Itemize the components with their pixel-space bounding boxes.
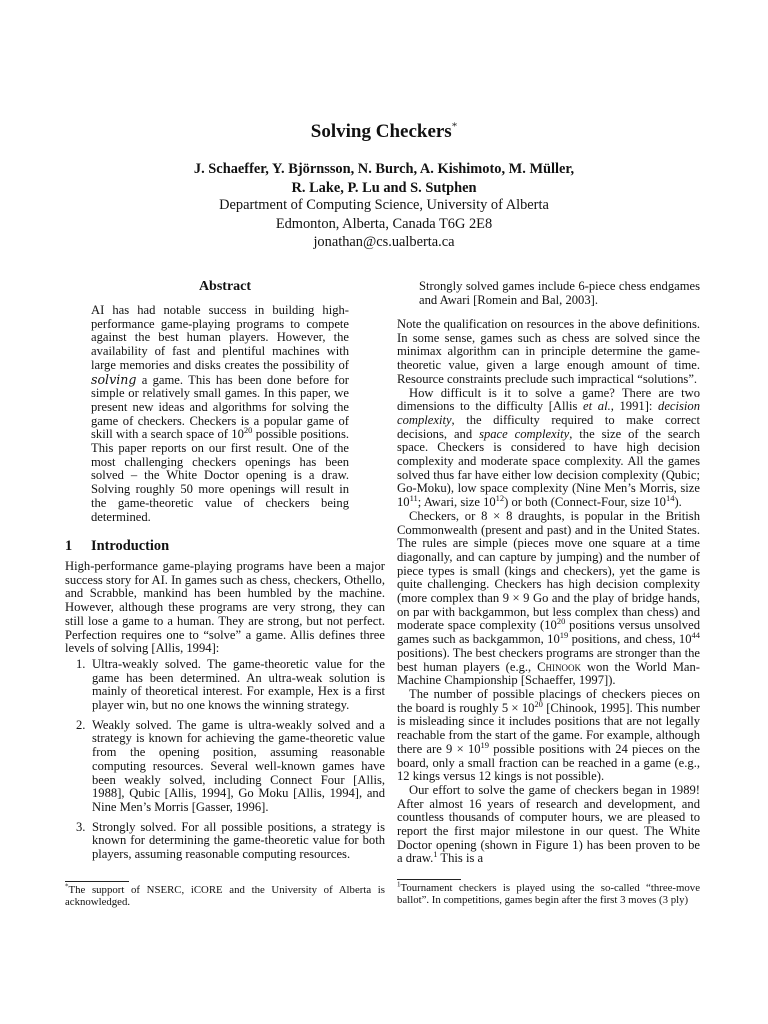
list-item: 3. Strongly solved. For all possible positions, a strategy is known for determining the game-theoretic value for both players, assuming reasonable computing resources. (76, 819, 385, 862)
footnote-rule-left (65, 881, 129, 882)
title-footnote-mark: * (451, 120, 458, 133)
email: jonathan@cs.ualberta.ca (313, 234, 455, 250)
footnote-right: $^1$Tournament checkers is played using the so-called “three-move ballot”. In competitions, games begin after the first 3 moves (3 ply) (397, 880, 700, 907)
paragraph-effort: Our effort to solve the game of checkers began in 1989! After almost 16 years of research and development, and countless thousands of computer hours, we are pleased to report the first major milestone in our quest. The White Doctor opening (shown in Figure 1) has been proven to be a draw.$^1$ This is a (397, 782, 700, 866)
abstract-heading: Abstract (198, 279, 252, 294)
affiliation: Department of Computing Science, University of Alberta (219, 197, 549, 213)
footnote-left: *The support of NSERC, iCORE and the University of Alberta is acknowledged. (65, 882, 385, 909)
paper-title (0, 121, 768, 143)
paragraph-resources: Note the qualification on resources in the above definitions. In some sense, games such as chess are solved since the minimax algorithm can in principle determine the game-theoretic value, given a large enough amount of time. Resource constraints preclude such impractical “solutions”. (397, 317, 700, 386)
section-heading-introduction: 1 Introduction (65, 538, 170, 554)
authors-line-1: J. Schaeffer, Y. Björnsson, N. Burch, A. Kishimoto, M. Müller, (193, 161, 575, 177)
authors-line-2: R. Lake, P. Lu and S. Sutphen (291, 180, 477, 196)
right-column (397, 318, 700, 866)
paragraph-placings: The number of possible placings of checkers pieces on the board is roughly $5 \times 10^{20}$ [Chinook, 1995]. This number is misleading since it includes positions that are not legally reachable from the start of the game. For example, although there are $9 \times 10^{19}$ possible positions with 24 pieces on the board, only a small fraction can be reached in a game (e.g., 12 kings versus 12 kings is not possible). (397, 686, 700, 784)
strongly-solved-continuation: Strongly solved games include 6-piece chess endgames and Awari [Romein and Bal, 2003]. (419, 279, 700, 307)
abstract-body: AI has had notable success in building high-performance game-playing programs to compete against the best human players. However, the availability of fast and plentiful machines with large memories and disks creates the possibility of solving a game. This has been done before for simple or relatively small games. In this paper, we present new ideas and algorithms for solving the game of checkers. Checkers is a popular game of skill with a search space of $10^{20}$ possible positions. This paper reports on our first result. One of the most challenging checkers openings has been solved – the White Doctor opening is a draw. Solving roughly 50 more openings will result in the game-theoretic value of checkers being determined. (91, 303, 349, 524)
paragraph-difficulty: How difficult is it to solve a game? There are two dimensions to the difficulty [Allis et al., 1991]: decision complexity, the difficulty required to make correct decisions, and space complexity, the size of the search space. Checkers is considered to have high decision complexity and moderate space complexity. All the games solved thus far have either low decision complexity (Qubic; Go-Moku), low space complexity (Nine Men’s Morris, size $10^{11}$; Awari, size $10^{12}$) or both (Connect-Four, size $10^{14}$). (397, 385, 700, 510)
list-item: 1. Ultra-weakly solved. The game-theoretic value for the game has been determined. An ultra-weak solution is mainly of theoretical interest. For example, Hex is a first player win, but no one knows the winning strategy. (76, 656, 385, 713)
list-item: 2. Weakly solved. The game is ultra-weakly solved and a strategy is known for achieving the game-theoretic value from the opening position, assuming reasonable computing resources. Several well-known games have been weakly solved, including Connect Four [Allis, 1988], Qubic [Allis, 1994], Go Moku [Allis, 1994], and Nine Men’s Morris [Gasser, 1996]. (76, 717, 385, 814)
intro-left-column (65, 560, 385, 868)
intro-paragraph: High-performance game-playing programs have been a major success story for AI. In games such as chess, checkers, Othello, and Scrabble, mankind has been humbled by the machine. However, although these programs are very strong, they can still lose a game to a human. They are strong, but not perfect. Perfection requires one to “solve” a game. Allis defines three levels of solving [Allis, 1994]: (65, 559, 385, 656)
solving-levels-list (65, 658, 385, 862)
paragraph-checkers: Checkers, or 8 × 8 draughts, is popular in the British Commonwealth (present and past) and in the United States. The rules are simple (pieces move one square at a time diagonally, and can capture by jumping) and the number of piece types is small (kings and checkers), yet the game is quite challenging. Checkers has high decision complexity (more complex than 9 × 9 Go and the play of bridge hands, on par with backgammon, but less complex than chess) and moderate space complexity ($10^{20}$ positions versus unsolved games such as backgammon, $10^{19}$ positions, and chess, $10^{44}$ positions). The best checkers programs are stronger than the best human players (e.g., Chinook won the World Man-Machine Championship [Schaeffer, 1997]). (397, 508, 700, 688)
address: Edmonton, Alberta, Canada T6G 2E8 (275, 216, 493, 232)
title-text: Solving Checkers (310, 121, 452, 142)
footnote-rule-right (397, 879, 461, 880)
